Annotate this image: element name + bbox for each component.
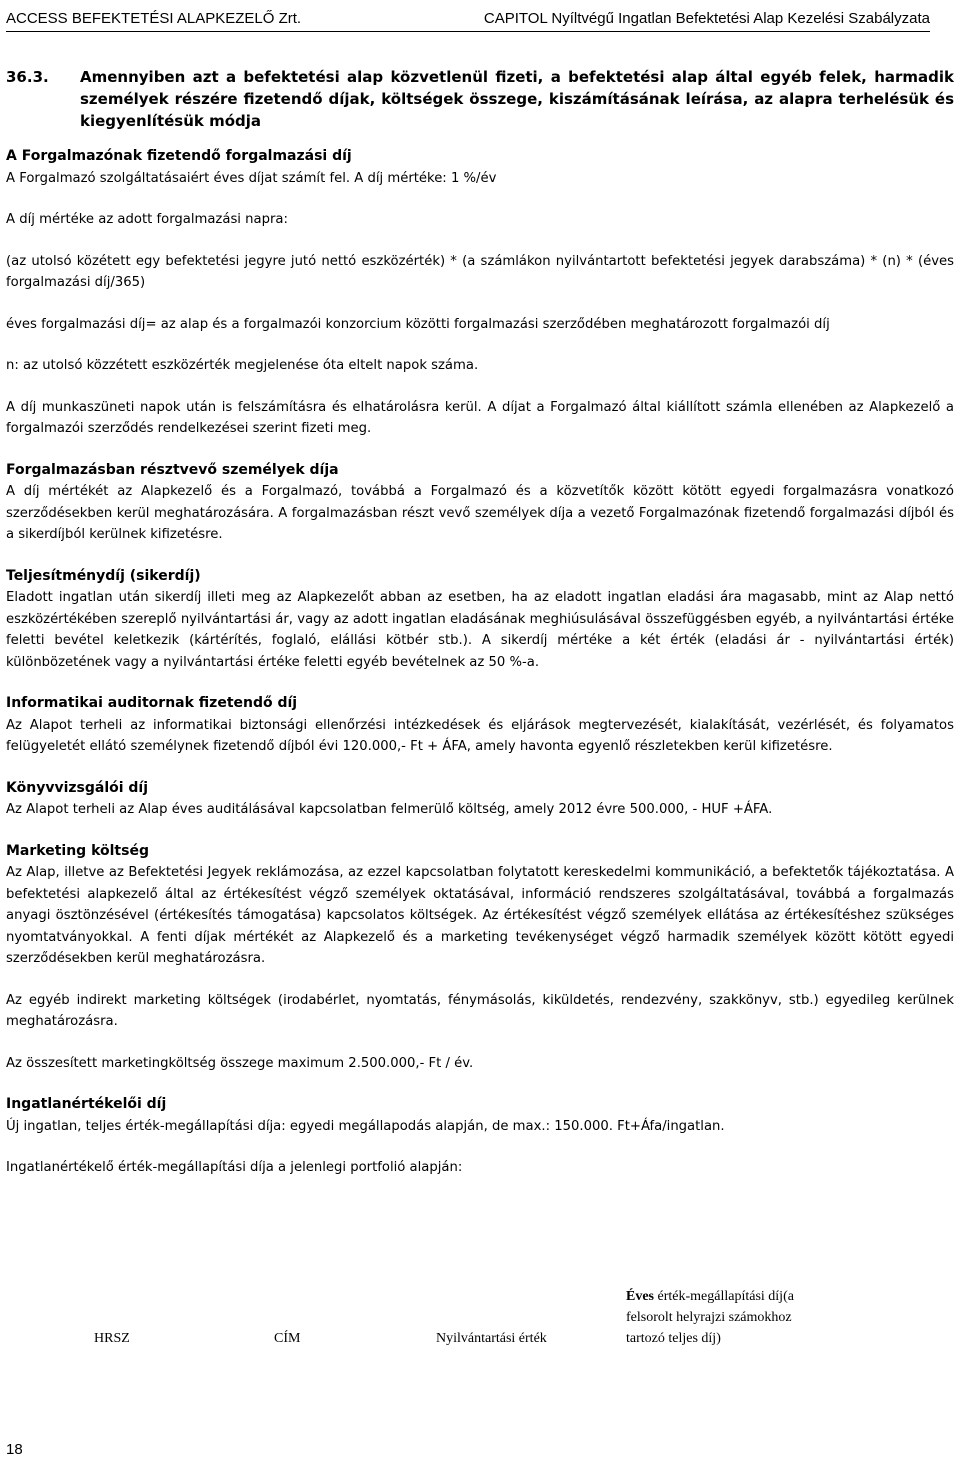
column-hrsz: HRSZ bbox=[94, 1331, 130, 1346]
valuation-table-header bbox=[6, 1280, 960, 1350]
sikerdij-heading: Teljesítménydíj (sikerdíj) bbox=[6, 567, 201, 584]
resztvevo-text: A díj mértékét az Alapkezelő és a Forgalmazó, továbbá a Forgalmazó és a közvetítők között kötött egyedi forgalmazásra vonatkozó szerződésekben kerül meghatározására. A forgalmazásban részt vevő személyek díja a vezető Forgalmazónak fizetendő forgalmazási díjból és a sikerdíjból kerülnek kifizetésre. bbox=[6, 484, 954, 542]
forgalmazo-fee-daily: A díj mértéke az adott forgalmazási napra: bbox=[6, 212, 288, 227]
column-eves-dij-line1: Éves érték-megállapítási díj(a bbox=[626, 1289, 794, 1304]
forgalmazo-heading: A Forgalmazónak fizetendő forgalmazási díj bbox=[6, 148, 352, 164]
forgalmazo-formula: (az utolsó közétett egy befektetési jegyre jutó nettó eszközérték) * (a számlákon nyilvántartott befektetési jegyek darabszáma) * (n) * (éves forgalmazási díj/365) bbox=[6, 253, 954, 290]
header-company: ACCESS BEFEKTETÉSI ALAPKEZELŐ Zrt. bbox=[6, 9, 302, 27]
forgalmazo-payment: A díj munkaszüneti napok után is felszámításra és elhatárolásra kerül. A díjat a Forgalmazó által kiállított számla ellenében az Alapkezelő a forgalmazói szerződés rendelkezései szerint fizeti meg. bbox=[6, 399, 954, 436]
forgalmazo-n-def: n: az utolsó közzétett eszközérték megjelenése óta eltelt napok száma. bbox=[6, 358, 479, 373]
audit-text: Az Alapot terheli az informatikai biztonsági ellenőrzési intézkedések és eljárások megtervezését, kialakítását, vezérlését, és folyamatos felügyeletét ellátó személynek fizetendő díjból évi 120.000,- Ft + ÁFA, amely havonta egyenlő részletekben kerül kifizetésre. bbox=[6, 717, 954, 754]
marketing-text: Az Alap, illetve az Befektetési Jegyek reklámozása, az ezzel kapcsolatban folytatott kereskedelmi kommunikáció, a befektetők tájékoztatása. A befektetési alapkezelő által az értékesítést végző személyek oktatásával, információ rendszeres szolgáltatásával, továbbá a forgalmazás anyagi ösztönzésével (értékesítés támogatása) kapcsolatos költségek. Az értékesítést végző személyek ellátása az értékesítéshez szükséges nyomtatványokkal. A fenti díjak mértékét az Alapkezelő és a marketing tevékenységet végző harmadik személyek között kötött egyedi szerződésekben kerül meghatározásra. bbox=[6, 865, 954, 966]
resztvevo-heading: Forgalmazásban résztvevő személyek díja bbox=[6, 461, 339, 478]
ertekelo-portfolio: Ingatlanértékelő érték-megállapítási díja a jelenlegi portfolió alapján: bbox=[6, 1160, 463, 1175]
ertekelo-heading: Ingatlanértékelői díj bbox=[6, 1096, 167, 1112]
column-eves-dij-line3: tartozó teljes díj) bbox=[626, 1331, 721, 1346]
sikerdij-text: Eladott ingatlan után sikerdíj illeti meg az Alapkezelőt abban az esetben, ha az eladott ingatlan eladási ára magasabb, mint az Alap nettó eszközértékében szereplő nyilvántartási ár, vagy az adott ingatlan eladásának meghiúsulásával összefüggésben egyéb, a nyilvántartási értéke feletti bevétel keletkezik (kártérítés, foglaló, elállási kötbér stb.). A sikerdíj mértéke a két érték (eladási ár - nyilvántartási érték) különbözetének vagy a nyilvántartási értéke feletti egyéb bevételnek az 50 %-a. bbox=[6, 590, 954, 670]
column-eves-dij bbox=[626, 1286, 836, 1349]
column-eves-dij-line2: felsorolt helyrajzi számokhoz bbox=[626, 1310, 792, 1325]
forgalmazo-annual-def: éves forgalmazási díj= az alap és a forgalmazói konzorcium közötti forgalmazási szerződében meghatározott forgalmazói díj bbox=[6, 316, 830, 332]
header-document-title: CAPITOL Nyíltvégű Ingatlan Befektetési Alap Kezelési Szabályzata bbox=[483, 9, 930, 27]
konyvvizsgalo-text: Az Alapot terheli az Alap éves auditálásával kapcsolatban felmerülő költség, amely 2012 évre 500.000, - HUF +ÁFA. bbox=[6, 802, 773, 817]
konyvvizsgalo-heading: Könyvvizsgálói díj bbox=[6, 779, 149, 796]
column-cim: CÍM bbox=[274, 1331, 301, 1346]
audit-heading: Informatikai auditornak fizetendő díj bbox=[6, 695, 298, 711]
section-title: Amennyiben azt a befektetési alap közvetlenül fizeti, a befektetési alap által egyéb felek, harmadik személyek részére fizetendő díjak, költségek összege, kiszámításának leírása, az alapra terhelésük és kiegyenlítésük módja bbox=[80, 68, 954, 130]
marketing-indirect: Az egyéb indirekt marketing költségek (irodabérlet, nyomtatás, fénymásolás, kiküldetés, rendezvény, szakkönyv, stb.) egyedileg kerülnek meghatározásra. bbox=[6, 992, 954, 1029]
marketing-heading: Marketing költség bbox=[6, 842, 149, 859]
section-heading bbox=[6, 66, 954, 132]
section-number: 36.3. bbox=[6, 68, 49, 86]
forgalmazo-fee-rate: A Forgalmazó szolgáltatásaiért éves díjat számít fel. A díj mértéke: 1 %/év bbox=[6, 170, 497, 186]
document-body bbox=[6, 66, 954, 1179]
page-number: 18 bbox=[6, 1441, 23, 1458]
marketing-max: Az összesített marketingköltség összege maximum 2.500.000,- Ft / év. bbox=[6, 1055, 474, 1071]
ertekelo-new: Új ingatlan, teljes érték-megállapítási díja: egyedi megállapodás alapján, de max.: 150.000. Ft+Áfa/ingatlan. bbox=[6, 1118, 725, 1134]
page-header bbox=[6, 5, 930, 32]
column-nyilvantartasi-ertek: Nyilvántartási érték bbox=[436, 1331, 547, 1346]
